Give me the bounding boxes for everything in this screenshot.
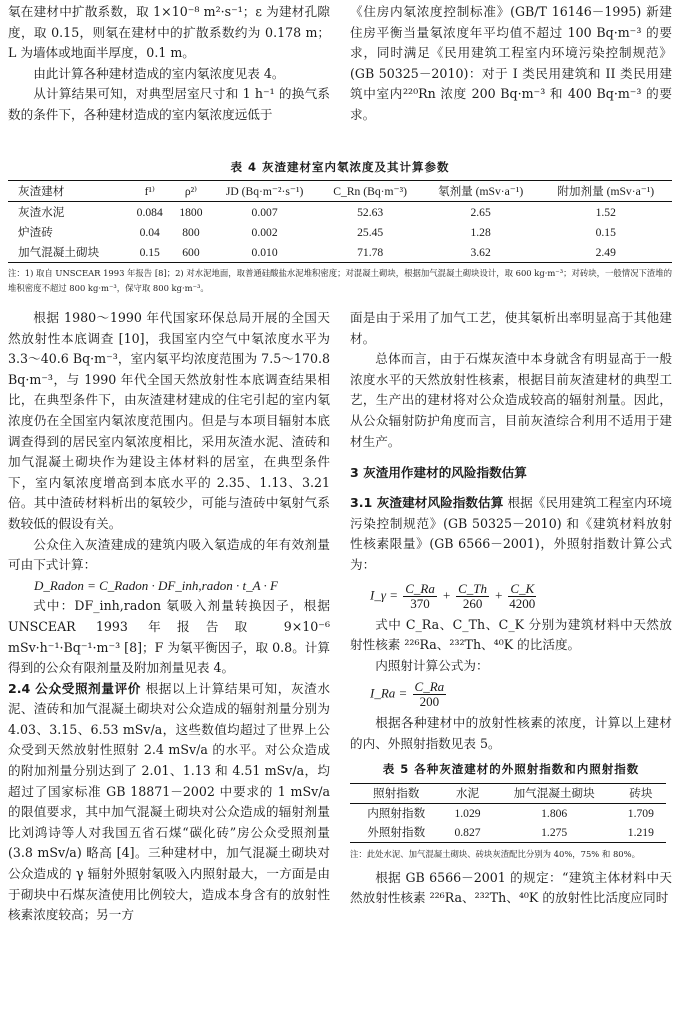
table-row bbox=[8, 242, 672, 263]
table4-cell: 3.62 bbox=[422, 242, 540, 263]
table4-cell: 0.010 bbox=[211, 242, 319, 263]
paragraph-symbols: 式中 C_Ra、C_Th、C_K 分别为建筑材料中天然放射性核素 ²²⁶Ra、²³²Th、⁴⁰K 的比活度。 bbox=[350, 616, 672, 653]
table4-cell: 25.45 bbox=[357, 225, 384, 239]
paragraph-gb-rule: 根据 GB 6566－2001 的规定：“建筑主体材料中天然放射性核素 ²²⁶Ra、²³²Th、⁴⁰K 的放射性比活度应同时 bbox=[350, 869, 672, 906]
paragraph-formula-explain: 式中：DF_inh,radon 氡吸入剂量转换因子，根据 UNSCEAR 1993 年报告取 9×10⁻⁶ mSv·h⁻¹·Bq⁻¹·m⁻³ [8]；F 为氡平衡因子，取 0.8。计算得到的公众有限剂量及附加剂量见表 4。 bbox=[8, 598, 330, 676]
table-row bbox=[8, 222, 672, 242]
table5-caption: 表 5 各种灰渣建材的外照射指数和内照射指数 bbox=[382, 761, 640, 776]
table4-cell: 1.28 bbox=[470, 225, 491, 239]
paragraph-table4-intro: 由此计算各种建材造成的室内氡浓度见表 4。 bbox=[33, 65, 285, 81]
paragraph-dose-formula-intro: 公众住入灰渣建成的建筑内吸入氡造成的年有效剂量可由下式计算： bbox=[8, 536, 330, 573]
table4-cell: 0.15 bbox=[595, 225, 616, 239]
dose-evaluation-text: 根据以上计算结果可知，灰渣水泥、渣砖和加气混凝土砌块对公众造成的辐射剂量分别为 4.03、3.15、6.53 mSv/a，这些数值均超过了世界上公众受到天然放射性照射 2.4 mSv/a 的水平。对公众造成的附加剂量分别达到了 2.01、1.13 和 4.51 mSv/a，均超过了国家标准 GB 18871－2002 中要求的 1 mSv/a 的限值要求，其中加气混凝土砌块对公众造成的辐射剂量比刘鸿诗等人对我国五省石煤“碳化砖”房公众受照剂量 (3.8 mSv/a) 略高 [4]。三种建材中，加气混凝土砌块对公众造成的 γ 辐射外照射氡吸入内照射最大，一方面是由于砌块中石煤灰渣使用比例较大，造成本身含有的放射性核素浓度较高；另一方 bbox=[8, 680, 330, 923]
table4-cell: 0.084 bbox=[136, 205, 163, 219]
table4-cell: 0.04 bbox=[139, 225, 160, 239]
paragraph-result-start: 从计算结果可知，对典型居室尺寸和 1 h⁻¹ 的换气系数的条件下，各种建材造成的室内氡浓度远低于 bbox=[8, 86, 330, 122]
table5 bbox=[350, 783, 666, 843]
table5-cell: 1.275 bbox=[493, 823, 616, 843]
table4-cell: 0.007 bbox=[251, 205, 278, 219]
formula-lhs: I_Ra = bbox=[370, 685, 408, 701]
table4-cell: 1.52 bbox=[595, 205, 616, 219]
table4-cell: 71.78 bbox=[319, 242, 422, 263]
table4-caption: 表 4 灰渣建材室内氡浓度及其计算参数 bbox=[230, 160, 450, 174]
subsection-title-3-1: 3.1 灰渣建材风险指数估算 bbox=[350, 495, 504, 511]
paragraph-table5-intro: 根据各种建材中的放射性核素的浓度，计算以上建材的内、外照射指数见表 5。 bbox=[350, 715, 672, 751]
right-column-top bbox=[350, 2, 672, 126]
table4-header-cell: 附加剂量 (mSv·a⁻¹) bbox=[540, 181, 672, 202]
fraction-ra: $\frac{C\_Ra}{370}$ bbox=[405, 580, 435, 611]
table5-header-cell: 照射指数 bbox=[350, 783, 442, 803]
table4-header-cell: ρ²⁾ bbox=[171, 181, 210, 202]
formula-external-index bbox=[350, 576, 672, 615]
table-row bbox=[350, 803, 666, 823]
formula-lhs: I_γ = bbox=[370, 587, 398, 603]
left-column-main bbox=[8, 308, 330, 926]
table5-header-row bbox=[350, 783, 666, 803]
paragraph-risk-index bbox=[350, 493, 672, 575]
table4-cell: 2.49 bbox=[540, 242, 672, 263]
table5-cell: 内照射指数 bbox=[367, 807, 426, 820]
paragraph-overall: 总体而言，由于石煤灰渣中本身就含有明显高于一般浓度水平的天然放射性核素，根据目前灰渣建材的典型工艺，生产出的建材将对公众造成较高的辐射剂量。因此，从公众辐射防护角度而言，目前灰渣综合利用不适用于建材生产。 bbox=[350, 351, 672, 449]
table5-header-cell: 砖块 bbox=[616, 783, 666, 803]
paragraph-standard: 《住房内氡浓度控制标准》(GB/T 16146－1995) 新建住房平衡当量氡浓度年平均值不超过 100 Bq·m⁻³ 的要求，同时满足《民用建筑工程室内环境污染控制规范》(GB 50325－2010)：对于 I 类民用建筑和 II 类民用建筑中室内²²⁰Rn 浓度 200 Bq·m⁻³ 和 400 Bq·m⁻³ 的要求。 bbox=[350, 4, 672, 122]
table4-cell: 52.63 bbox=[357, 205, 384, 219]
paragraph-diffusion: 氡在建材中扩散系数，取 1×10⁻⁸ m²·s⁻¹；ε 为建材孔隙度，取 0.15，则氡在建材中的扩散系数约为 0.178 m；L 为墙体或地面半厚度，0.1 m。 bbox=[8, 4, 330, 61]
table5-cell: 外照射指数 bbox=[350, 823, 442, 843]
table5-note: 注：此处水泥、加气混凝土砌块、砖块灰渣配比分别为 40%，75% 和 80%。 bbox=[350, 848, 640, 859]
table4-cell: 0.002 bbox=[251, 225, 278, 239]
left-column-top bbox=[8, 2, 330, 126]
plus-sign: + bbox=[494, 587, 504, 603]
paragraph-internal-intro: 内照射计算公式为： bbox=[375, 657, 489, 673]
table4-header-cell: 灰渣建材 bbox=[8, 181, 128, 202]
table4-header-cell: C_Rn (Bq·m⁻³) bbox=[319, 181, 422, 202]
table5-cell: 1.709 bbox=[627, 806, 654, 820]
table5-cell: 0.827 bbox=[442, 823, 492, 843]
table4-cell: 0.15 bbox=[128, 242, 171, 263]
table4-cell: 加气混凝土砌块 bbox=[8, 242, 128, 263]
table4-cell: 炉渣砖 bbox=[18, 226, 53, 239]
table5-header-cell: 水泥 bbox=[442, 783, 492, 803]
right-column-main bbox=[350, 308, 672, 909]
risk-index-text: 根据《民用建筑工程室内环境污染控制规范》(GB 50325－2010) 和《建筑材料放射性核素限量》(GB 6566－2001)，外照射指数计算公式为： bbox=[350, 495, 673, 572]
table4-cell: 600 bbox=[171, 242, 210, 263]
table-row bbox=[350, 823, 666, 843]
table5-header-cell: 加气混凝土砌块 bbox=[493, 783, 616, 803]
paragraph-dose-evaluation bbox=[8, 679, 330, 926]
table4-cell: 800 bbox=[182, 225, 200, 239]
table4-cell: 2.65 bbox=[470, 205, 491, 219]
plus-sign: + bbox=[442, 587, 451, 603]
formula-radon-dose: D_Radon = C_Radon · DF_inh,radon · t_A · F bbox=[34, 577, 278, 593]
table5-cell: 1.806 bbox=[541, 806, 568, 820]
formula-internal-index bbox=[350, 676, 672, 713]
table4-cell: 灰渣水泥 bbox=[18, 206, 65, 219]
fraction-k: $\frac{C\_K}{4200}$ bbox=[509, 580, 536, 611]
table5-cell: 1.219 bbox=[616, 823, 666, 843]
fraction-th: $\frac{C\_Th}{260}$ bbox=[458, 580, 488, 611]
fraction-ra-internal: $\frac{C\_Ra}{200}$ bbox=[414, 679, 445, 710]
subsection-title-2-4: 2.4 公众受照剂量评价 bbox=[8, 680, 142, 696]
table4-header-cell: f¹⁾ bbox=[128, 181, 171, 202]
table5-cell: 1.029 bbox=[454, 806, 481, 820]
table4-note: 注：1) 取自 UNSCEAR 1993 年报告 [8]；2) 对水泥地面，取普通硅酸盐水泥堆积密度；对混凝土砌块，根据加气混凝土砌块设计，取 600 kg·m⁻³；对砖块，一般情况下渣堆的堆积密度不超过 800 kg·m⁻³，保守取 800 kg·m⁻³。 bbox=[8, 268, 672, 293]
table4-header-cell: 氡剂量 (mSv·a⁻¹) bbox=[422, 181, 540, 202]
paragraph-aeration: 面是由于采用了加气工艺，使其氡析出率明显高于其他建材。 bbox=[350, 310, 672, 346]
table4-header-cell: JD (Bq·m⁻²·s⁻¹) bbox=[211, 181, 319, 202]
table4-cell: 1800 bbox=[179, 205, 203, 219]
table4-header-row bbox=[8, 181, 672, 202]
table-row bbox=[8, 202, 672, 223]
table4 bbox=[8, 180, 672, 263]
paragraph-background-survey: 根据 1980～1990 年代国家环保总局开展的全国天然放射性本底调查 [10]，我国室内空气中氡浓度水平为 3.3～40.6 Bq·m⁻³，室内氡平均浓度范围为 7.5～170.8 Bq·m⁻³，与 1990 年代全国天然放射性本底调查结果相比，在典型条件下，由灰渣建材建成的住宅引起的室内氡浓度仍在全国室内氡浓度范围内。但是与本项目辐射本底调查得到的居民室内氡浓度相比，采用灰渣水泥、渣砖和加气混凝土砌块作为建设主体材料的居室，在典型条件下，室内氡浓度增高到本底水平的 2.35、1.13、3.21 倍。其中渣砖材料析出的氡较少，可能与渣砖中氡射气系数较低的假设有关。 bbox=[8, 310, 330, 531]
section-title-3: 3 灰渣用作建材的风险指数估算 bbox=[350, 465, 527, 481]
